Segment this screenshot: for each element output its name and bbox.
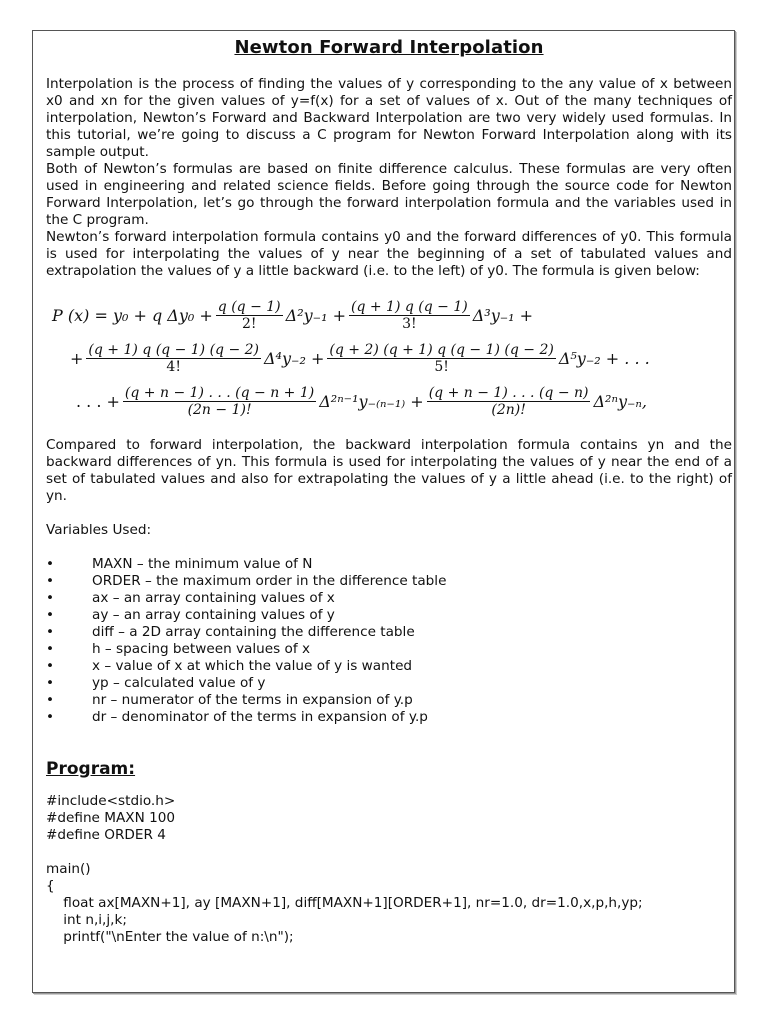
formula-delta: Δ³y₋₁ + (472, 305, 534, 325)
paragraph: Interpolation is the process of finding the values of y corresponding to the any value of x between x0 and xn for the given values of y=f(x) for a set of values of x. Out of the many techniques of interpolation, Newton’s Forward and Backward Interpolation are two very widely used formulas. In this tutorial, we’re going to discuss a C program for Newton Forward Interpolation along with its sample output. (46, 76, 732, 160)
list-item: • h – spacing between values of x (46, 641, 311, 657)
code-line: { (46, 878, 55, 894)
formula-delta: Δ²ⁿy₋ₙ, (593, 391, 647, 411)
list-item: • ay – an array containing values of y (46, 607, 335, 623)
variables-heading: Variables Used: (46, 522, 152, 538)
interpolation-formula (52, 294, 732, 423)
bullet-icon: • (46, 590, 55, 606)
formula-operator: . . . + (76, 391, 120, 411)
bullet-icon: • (46, 641, 55, 657)
bullet-icon: • (46, 709, 55, 725)
formula-fraction: $\frac{(q + n - 1) . . . (q - n + 1)}{(2n - 1)!}$ (124, 385, 315, 418)
bullet-icon: • (46, 607, 55, 623)
code-line: float ax[MAXN+1], ay [MAXN+1], diff[MAXN+1][ORDER+1], nr=1.0, dr=1.0,x,p,h,yp; (46, 895, 643, 911)
variables-list (46, 556, 732, 726)
document-body (46, 36, 732, 946)
page-title: Newton Forward Interpolation (234, 37, 544, 58)
formula-row-1 (52, 294, 732, 337)
bullet-icon: • (46, 624, 55, 640)
bullet-icon: • (46, 692, 55, 708)
list-item: • ORDER – the maximum order in the difference table (46, 573, 447, 589)
code-block (46, 793, 732, 946)
formula-lhs: P (x) = y₀ + q Δy₀ + (52, 305, 213, 325)
list-item: • nr – numerator of the terms in expansion of y.p (46, 692, 413, 708)
paragraph: Newton’s forward interpolation formula contains y0 and the forward differences of y0. This formula is used for interpolating the values of y near the beginning of a set of tabulated values and extrapolation the values of y a little backward (i.e. to the left) of y0. The formula is given below: (46, 229, 732, 279)
list-item: • ax – an array containing values of x (46, 590, 335, 606)
program-heading: Program: (46, 759, 136, 779)
formula-delta: Δ²y₋₁ + (285, 305, 346, 325)
formula-row-2 (52, 337, 732, 380)
code-line (46, 844, 732, 861)
formula-delta: Δ²ⁿ⁻¹y₋₍ₙ₋₁₎ + (319, 391, 424, 411)
intro-section (46, 76, 732, 280)
list-item: • dr – denominator of the terms in expansion of y.p (46, 709, 428, 725)
formula-operator: + (70, 348, 84, 368)
code-line: int n,i,j,k; (46, 912, 127, 928)
bullet-icon: • (46, 573, 55, 589)
formula-delta: Δ⁴y₋₂ + (264, 348, 325, 368)
code-line: printf("\nEnter the value of n:\n"); (46, 929, 294, 945)
code-line: main() (46, 861, 91, 877)
formula-row-3 (52, 380, 732, 423)
paragraph: Both of Newton’s formulas are based on finite difference calculus. These formulas are very often used in engineering and related science fields. Before going through the source code for Newton Forward Interpolation, let’s go through the forward interpolation formula and the variables used in the C program. (46, 161, 732, 228)
bullet-icon: • (46, 556, 55, 572)
formula-fraction: $\frac{(q + 2) (q + 1) q (q - 1) (q - 2)}{5!}$ (329, 342, 554, 375)
formula-fraction: $\frac{(q + 1) q (q - 1) (q - 2)}{4!}$ (88, 342, 259, 375)
list-item: • diff – a 2D array containing the difference table (46, 624, 415, 640)
bullet-icon: • (46, 675, 55, 691)
code-line: #define ORDER 4 (46, 827, 166, 843)
code-line: #include<stdio.h> (46, 793, 176, 809)
list-item: • MAXN – the minimum value of N (46, 556, 313, 572)
formula-fraction: $\frac{(q + 1) q (q - 1)}{3!}$ (351, 299, 468, 332)
formula-fraction: $\frac{q (q - 1)}{2!}$ (217, 299, 281, 332)
code-line: #define MAXN 100 (46, 810, 176, 826)
list-item: • x – value of x at which the value of y is wanted (46, 658, 413, 674)
bullet-icon: • (46, 658, 55, 674)
formula-delta: Δ⁵y₋₂ + . . . (558, 348, 650, 368)
list-item: • yp – calculated value of y (46, 675, 266, 691)
formula-fraction: $\frac{(q + n - 1) . . . (q - n)}{(2n)!}$ (428, 385, 589, 418)
backward-paragraph: Compared to forward interpolation, the backward interpolation formula contains yn and the backward differences of yn. This formula is used for interpolating the values of y near the end of a set of tabulated values and also for extrapolating the values of y a little ahead (i.e. to the right) of yn. (46, 437, 732, 504)
